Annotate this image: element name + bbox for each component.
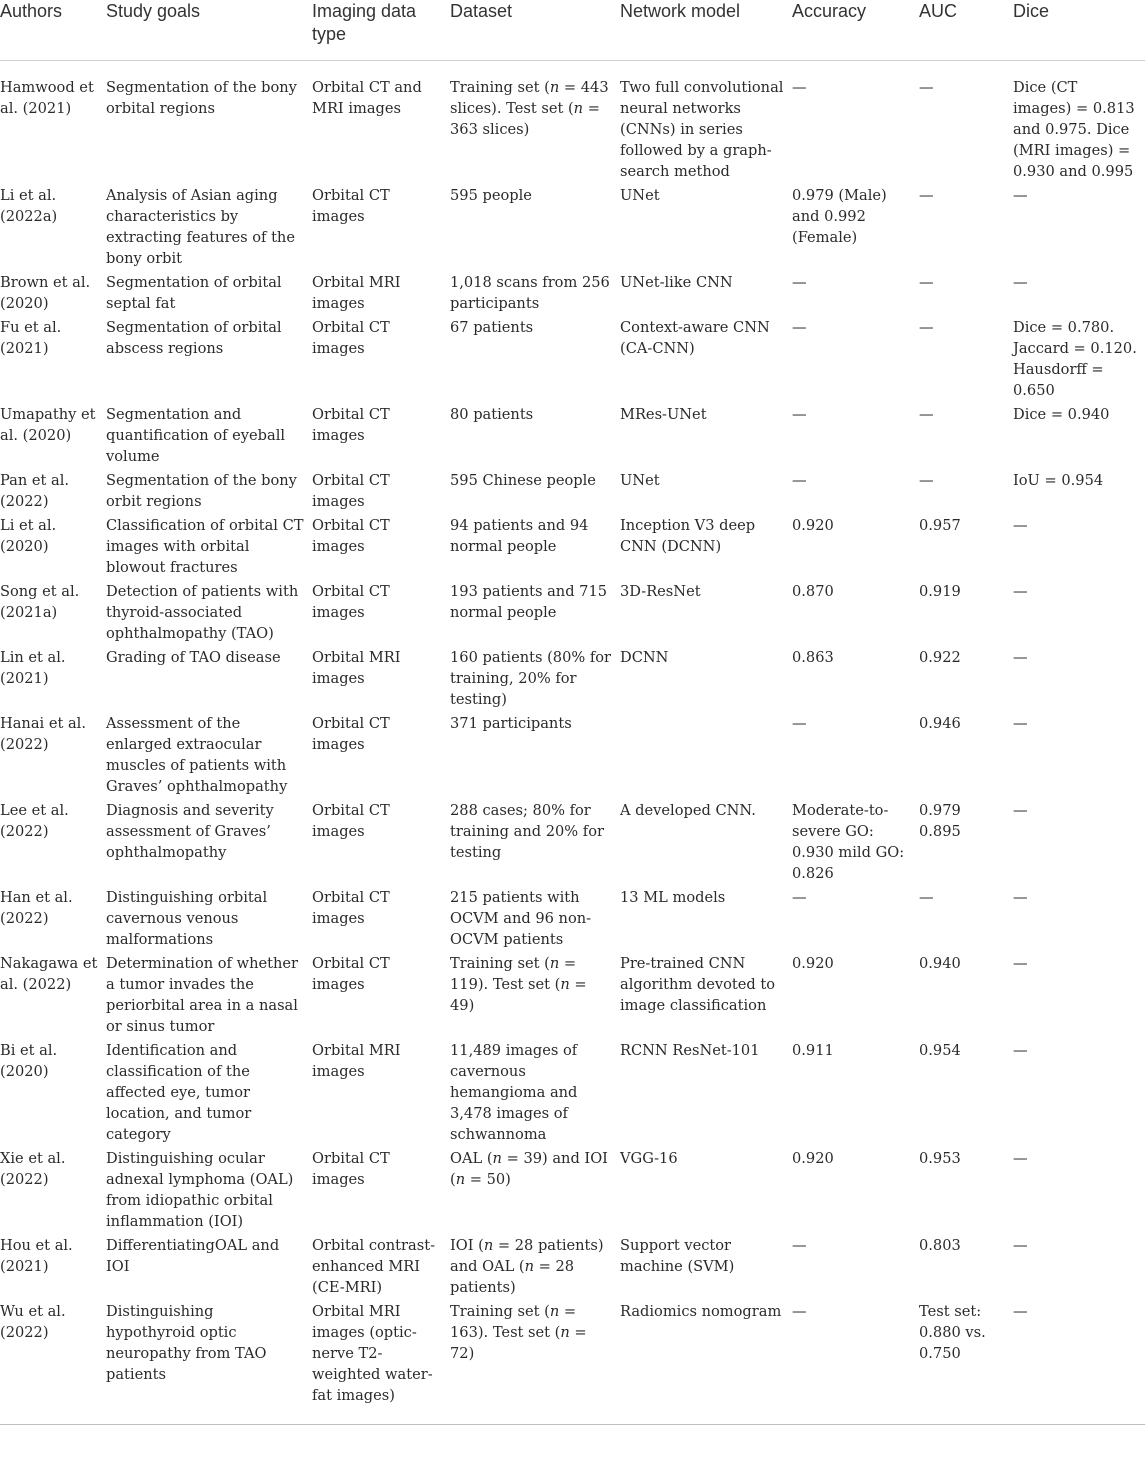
cell-imaging-data-type: Orbital CT images <box>312 889 390 927</box>
cell-dice: Dice = 0.780. Jaccard = 0.120. Hausdorff = 0.650 <box>1013 319 1137 399</box>
cell-dice: — <box>1013 1237 1028 1254</box>
cell-authors: Wu et al. (2022) <box>0 1303 66 1341</box>
cell-dice: — <box>1013 1303 1028 1320</box>
cell-dataset: Training set (n = 443 slices). Test set (n = 363 slices) <box>450 79 609 138</box>
cell-accuracy: — <box>792 1303 807 1320</box>
n-symbol: n <box>549 79 560 96</box>
header-auc: AUC <box>919 1 958 21</box>
table-row <box>0 185 1145 272</box>
cell-authors: Han et al. (2022) <box>0 889 73 927</box>
cell-imaging-data-type: Orbital CT images <box>312 715 390 753</box>
cell-dataset: 193 patients and 715 normal people <box>450 583 608 621</box>
cell-dice: Dice = 0.940 <box>1013 406 1110 423</box>
n-symbol: n <box>492 1150 502 1167</box>
cell-accuracy: 0.979 (Male) and 0.992 (Female) <box>792 187 887 246</box>
n-symbol: n <box>455 1171 466 1188</box>
cell-accuracy: — <box>792 79 807 96</box>
cell-dataset: 371 participants <box>450 715 572 732</box>
cell-dataset: 94 patients and 94 normal people <box>450 517 589 555</box>
n-symbol: n <box>524 1258 535 1275</box>
cell-network-model: Inception V3 deep CNN (DCNN) <box>620 517 756 555</box>
cell-dataset: IOI (n = 28 patients) and OAL (n = 28 patients) <box>450 1237 604 1296</box>
cell-study-goals: Distinguishing ocular adnexal lymphoma (OAL) from idiopathic orbital inflammation (IOI) <box>106 1150 294 1230</box>
table-row <box>0 1235 1145 1301</box>
cell-accuracy: 0.920 <box>792 517 834 534</box>
cell-study-goals: DifferentiatingOAL and IOI <box>106 1237 280 1275</box>
cell-dataset: 80 patients <box>450 406 534 423</box>
cell-authors: Xie et al. (2022) <box>0 1150 66 1188</box>
cell-dice: — <box>1013 187 1028 204</box>
n-symbol: n <box>573 100 584 117</box>
cell-accuracy: — <box>792 406 807 423</box>
cell-network-model: Radiomics nomogram <box>620 1303 782 1320</box>
cell-imaging-data-type: Orbital MRI images <box>312 274 401 312</box>
table-row <box>0 581 1145 647</box>
cell-authors: Hamwood et al. (2021) <box>0 79 94 117</box>
cell-auc: 0.919 <box>919 583 961 600</box>
cell-dice: — <box>1013 1150 1028 1167</box>
cell-dataset: 215 patients with OCVM and 96 non-OCVM patients <box>450 889 592 948</box>
cell-authors: Pan et al. (2022) <box>0 472 70 510</box>
cell-network-model: VGG-16 <box>620 1150 678 1167</box>
cell-authors: Fu et al. (2021) <box>0 319 62 357</box>
cell-network-model: UNet <box>620 187 660 204</box>
cell-network-model: 13 ML models <box>620 889 726 906</box>
cell-imaging-data-type: Orbital CT images <box>312 472 390 510</box>
cell-imaging-data-type: Orbital CT images <box>312 955 390 993</box>
table-row <box>0 647 1145 713</box>
cell-study-goals: Determination of whether a tumor invades the periorbital area in a nasal or sinus tumor <box>106 955 299 1035</box>
cell-study-goals: Grading of TAO disease <box>106 649 281 666</box>
cell-imaging-data-type: Orbital CT and MRI images <box>312 79 422 117</box>
cell-auc: — <box>919 406 934 423</box>
cell-auc: — <box>919 472 934 489</box>
cell-auc: 0.940 <box>919 955 961 972</box>
cell-network-model: MRes-UNet <box>620 406 707 423</box>
header-accuracy: Accuracy <box>792 1 867 21</box>
cell-dice: — <box>1013 583 1028 600</box>
cell-dataset: Training set (n = 163). Test set (n = 72) <box>450 1303 587 1362</box>
n-symbol: n <box>549 955 560 972</box>
cell-auc: — <box>919 274 934 291</box>
cell-study-goals: Segmentation of the bony orbital regions <box>106 79 297 117</box>
cell-dice: — <box>1013 715 1028 732</box>
cell-dice: — <box>1013 955 1028 972</box>
cell-authors: Lee et al. (2022) <box>0 802 69 840</box>
cell-dataset: 67 patients <box>450 319 534 336</box>
table-row <box>0 61 1145 186</box>
table-body <box>0 61 1145 1425</box>
cell-dice: — <box>1013 274 1028 291</box>
table-row <box>0 1040 1145 1148</box>
cell-dice: — <box>1013 889 1028 906</box>
cell-network-model: A developed CNN. <box>620 802 756 819</box>
cell-imaging-data-type: Orbital CT images <box>312 406 390 444</box>
cell-imaging-data-type: Orbital contrast-enhanced MRI (CE-MRI) <box>312 1237 436 1296</box>
cell-authors: Brown et al. (2020) <box>0 274 91 312</box>
cell-authors: Nakagawa et al. (2022) <box>0 955 98 993</box>
cell-authors: Hou et al. (2021) <box>0 1237 73 1275</box>
cell-network-model: Pre-trained CNN algorithm devoted to image classification <box>620 955 776 1014</box>
table-row <box>0 713 1145 800</box>
cell-auc: 0.954 <box>919 1042 961 1059</box>
n-symbol: n <box>549 1303 560 1320</box>
cell-study-goals: Distinguishing orbital cavernous venous malformations <box>106 889 268 948</box>
cell-imaging-data-type: Orbital CT images <box>312 802 390 840</box>
cell-network-model: Support vector machine (SVM) <box>620 1237 735 1275</box>
cell-dice: IoU = 0.954 <box>1013 472 1104 489</box>
cell-authors: Li et al. (2022a) <box>0 187 58 225</box>
cell-dice: — <box>1013 802 1028 819</box>
cell-imaging-data-type: Orbital CT images <box>312 583 390 621</box>
cell-accuracy: — <box>792 1237 807 1254</box>
cell-network-model: Context-aware CNN (CA-CNN) <box>620 319 770 357</box>
cell-accuracy: — <box>792 889 807 906</box>
cell-network-model <box>620 713 792 800</box>
table-row <box>0 404 1145 470</box>
cell-auc: Test set: 0.880 vs. 0.750 <box>919 1303 986 1362</box>
header-row <box>0 0 1145 61</box>
cell-network-model: UNet <box>620 472 660 489</box>
cell-accuracy: — <box>792 319 807 336</box>
table-row <box>0 887 1145 953</box>
cell-dataset: Training set (n = 119). Test set (n = 49) <box>450 955 587 1014</box>
cell-dataset: 160 patients (80% for training, 20% for testing) <box>450 649 612 708</box>
cell-imaging-data-type: Orbital MRI images <box>312 649 401 687</box>
cell-authors: Bi et al. (2020) <box>0 1042 58 1080</box>
cell-dice: — <box>1013 649 1028 666</box>
cell-dice: Dice (CT images) = 0.813 and 0.975. Dice (MRI images) = 0.930 and 0.995 <box>1013 79 1135 180</box>
cell-auc: — <box>919 79 934 96</box>
cell-study-goals: Analysis of Asian aging characteristics by extracting features of the bony orbit <box>106 187 295 267</box>
cell-authors: Lin et al. (2021) <box>0 649 66 687</box>
cell-auc: 0.803 <box>919 1237 961 1254</box>
table-row <box>0 800 1145 887</box>
cell-study-goals: Identification and classification of the affected eye, tumor location, and tumor category <box>106 1042 252 1143</box>
cell-network-model: Two full convolutional neural networks (CNNs) in series followed by a graph-search method <box>620 79 784 180</box>
n-symbol: n <box>560 976 570 993</box>
header-dataset: Dataset <box>450 1 513 21</box>
n-symbol: n <box>560 1324 570 1341</box>
cell-authors: Li et al. (2020) <box>0 517 57 555</box>
cell-imaging-data-type: Orbital CT images <box>312 1150 390 1188</box>
cell-accuracy: 0.911 <box>792 1042 834 1059</box>
cell-study-goals: Segmentation of the bony orbit regions <box>106 472 297 510</box>
cell-authors: Hanai et al. (2022) <box>0 715 86 753</box>
cell-network-model: RCNN ResNet-101 <box>620 1042 760 1059</box>
cell-network-model: 3D-ResNet <box>620 583 701 600</box>
cell-authors: Umapathy et al. (2020) <box>0 406 96 444</box>
cell-imaging-data-type: Orbital MRI images <box>312 1042 401 1080</box>
n-symbol: n <box>483 1237 494 1254</box>
cell-network-model: UNet-like CNN <box>620 274 733 291</box>
cell-study-goals: Segmentation of orbital abscess regions <box>106 319 282 357</box>
cell-auc: — <box>919 319 934 336</box>
cell-auc: 0.953 <box>919 1150 961 1167</box>
cell-accuracy: — <box>792 274 807 291</box>
cell-accuracy: 0.870 <box>792 583 834 600</box>
header-dice: Dice <box>1013 1 1050 21</box>
cell-study-goals: Segmentation of orbital septal fat <box>106 274 282 312</box>
table-row <box>0 953 1145 1040</box>
cell-auc: — <box>919 187 934 204</box>
cell-authors: Song et al. (2021a) <box>0 583 80 621</box>
table-row <box>0 1301 1145 1425</box>
header-authors: Authors <box>0 1 63 21</box>
header-network-model: Network model <box>620 1 741 21</box>
cell-imaging-data-type: Orbital CT images <box>312 187 390 225</box>
table-row <box>0 470 1145 515</box>
cell-auc: 0.979 0.895 <box>919 802 961 840</box>
cell-dataset: 595 Chinese people <box>450 472 596 489</box>
table-header <box>0 0 1145 61</box>
cell-network-model: DCNN <box>620 649 669 666</box>
cell-dice: — <box>1013 1042 1028 1059</box>
cell-dataset: 288 cases; 80% for training and 20% for testing <box>450 802 604 861</box>
cell-dataset: 11,489 images of cavernous hemangioma and 3,478 images of schwannoma <box>450 1042 578 1143</box>
table-row <box>0 515 1145 581</box>
cell-study-goals: Classification of orbital CT images with orbital blowout fractures <box>106 517 304 576</box>
cell-dice: — <box>1013 517 1028 534</box>
cell-study-goals: Assessment of the enlarged extraocular muscles of patients with Graves’ ophthalmopathy <box>106 715 288 795</box>
cell-study-goals: Segmentation and quantification of eyeball volume <box>106 406 286 465</box>
cell-dataset: OAL (n = 39) and IOI (n = 50) <box>450 1150 608 1188</box>
table-row <box>0 1148 1145 1235</box>
cell-auc: 0.957 <box>919 517 961 534</box>
cell-dataset: 1,018 scans from 256 participants <box>450 274 610 312</box>
cell-study-goals: Distinguishing hypothyroid optic neuropathy from TAO patients <box>106 1303 267 1383</box>
header-imaging-data-type: Imaging data type <box>312 1 417 44</box>
cell-study-goals: Diagnosis and severity assessment of Graves’ ophthalmopathy <box>106 802 274 861</box>
cell-accuracy: — <box>792 472 807 489</box>
table-row <box>0 317 1145 404</box>
cell-auc: — <box>919 889 934 906</box>
cell-study-goals: Detection of patients with thyroid-associated ophthalmopathy (TAO) <box>106 583 299 642</box>
cell-imaging-data-type: Orbital MRI images (optic-nerve T2-weighted water-fat images) <box>312 1303 433 1404</box>
header-study-goals: Study goals <box>106 1 201 21</box>
cell-accuracy: 0.920 <box>792 955 834 972</box>
cell-accuracy: — <box>792 715 807 732</box>
table-row <box>0 272 1145 317</box>
cell-auc: 0.922 <box>919 649 961 666</box>
cell-accuracy: 0.863 <box>792 649 834 666</box>
cell-auc: 0.946 <box>919 715 961 732</box>
cell-imaging-data-type: Orbital CT images <box>312 319 390 357</box>
cell-dataset: 595 people <box>450 187 532 204</box>
cell-accuracy: 0.920 <box>792 1150 834 1167</box>
cell-accuracy: Moderate-to-severe GO: 0.930 mild GO: 0.826 <box>792 802 905 882</box>
cell-imaging-data-type: Orbital CT images <box>312 517 390 555</box>
